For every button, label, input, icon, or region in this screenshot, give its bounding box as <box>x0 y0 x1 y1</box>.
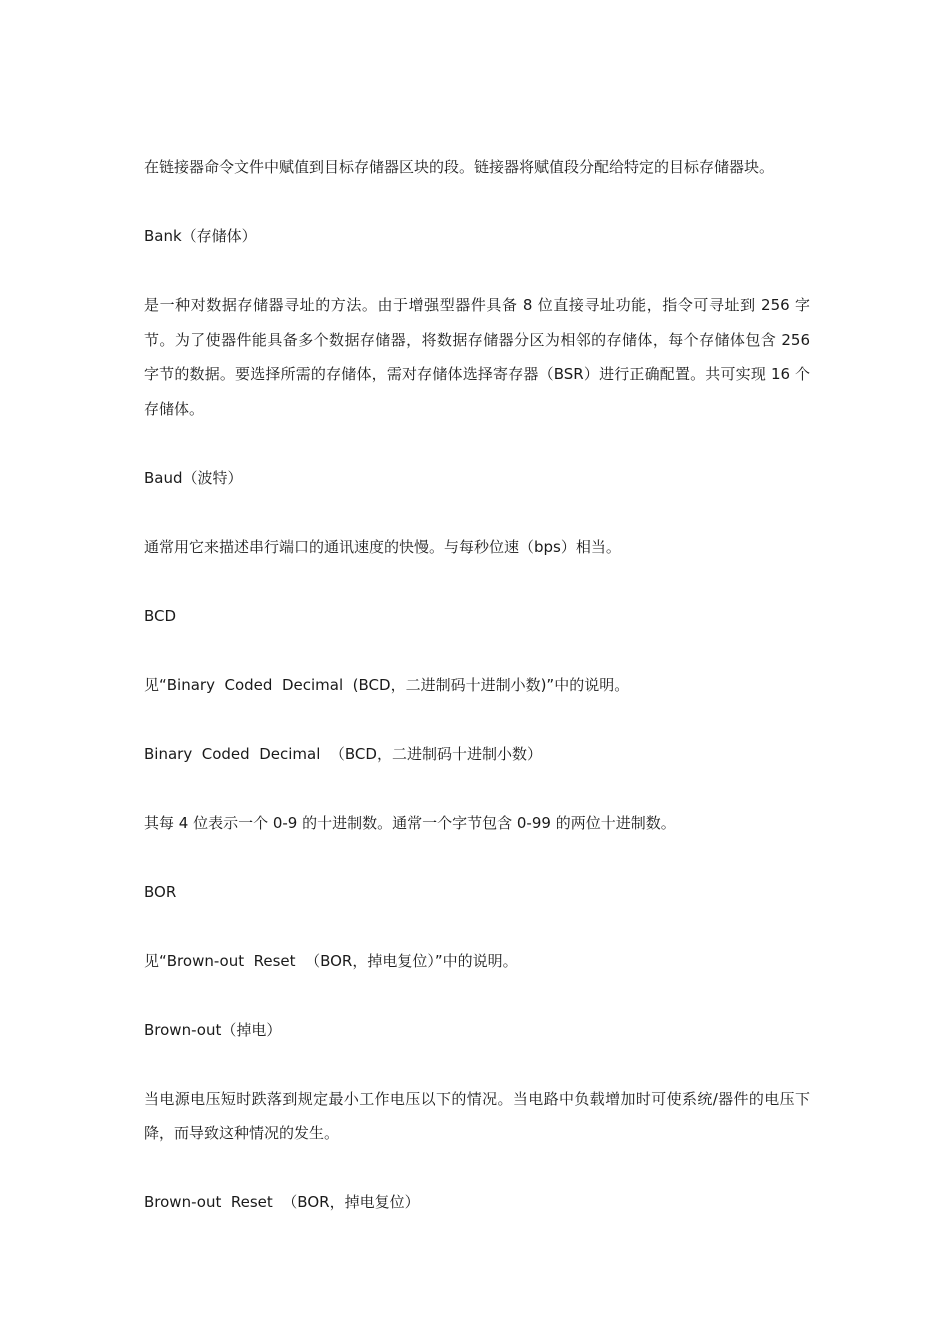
paragraph-bcd-definition: 其每 4 位表示一个 0-9 的十进制数。通常一个字节包含 0-99 的两位十进制数。 <box>144 813 676 832</box>
paragraph-baud-definition: 通常用它来描述串行端口的通讯速度的快慢。与每秒位速（bps）相当。 <box>144 537 621 556</box>
term-brown-out-reset: Brown-out Reset （BOR，掉电复位） <box>144 1193 420 1211</box>
document-body <box>144 150 820 1254</box>
paragraph-bank-definition: 是一种对数据存储器寻址的方法。由于增强型器件具备 8 位直接寻址功能，指令可寻址到 256 字节。为了使器件能具备多个数据存储器，将数据存储器分区为相邻的存储体，每个存储体包含 256 字节的数据。要选择所需的存储体，需对存储体选择寄存器（BSR）进行正确配置。共可实现 16 个存储体。 <box>144 296 820 418</box>
term-baud: Baud（波特） <box>144 468 243 487</box>
paragraph-bcd-reference: 见“Binary Coded Decimal (BCD，二进制码十进制小数)”中的说明。 <box>144 675 630 694</box>
paragraph-section-assignment: 在链接器命令文件中赋值到目标存储器区块的段。链接器将赋值段分配给特定的目标存储器块。 <box>144 158 775 176</box>
paragraph-bor-reference: 见“Brown-out Reset （BOR，掉电复位）”中的说明。 <box>144 951 518 970</box>
paragraph-brown-out-definition: 当电源电压短时跌落到规定最小工作电压以下的情况。当电路中负载增加时可使系统/器件的电压下降，而导致这种情况的发生。 <box>144 1089 810 1142</box>
term-bcd: BCD <box>144 606 177 625</box>
term-binary-coded-decimal: Binary Coded Decimal （BCD，二进制码十进制小数） <box>144 744 542 763</box>
term-bor: BOR <box>144 882 177 901</box>
term-bank: Bank（存储体） <box>144 227 257 245</box>
term-brown-out: Brown-out（掉电） <box>144 1020 282 1039</box>
